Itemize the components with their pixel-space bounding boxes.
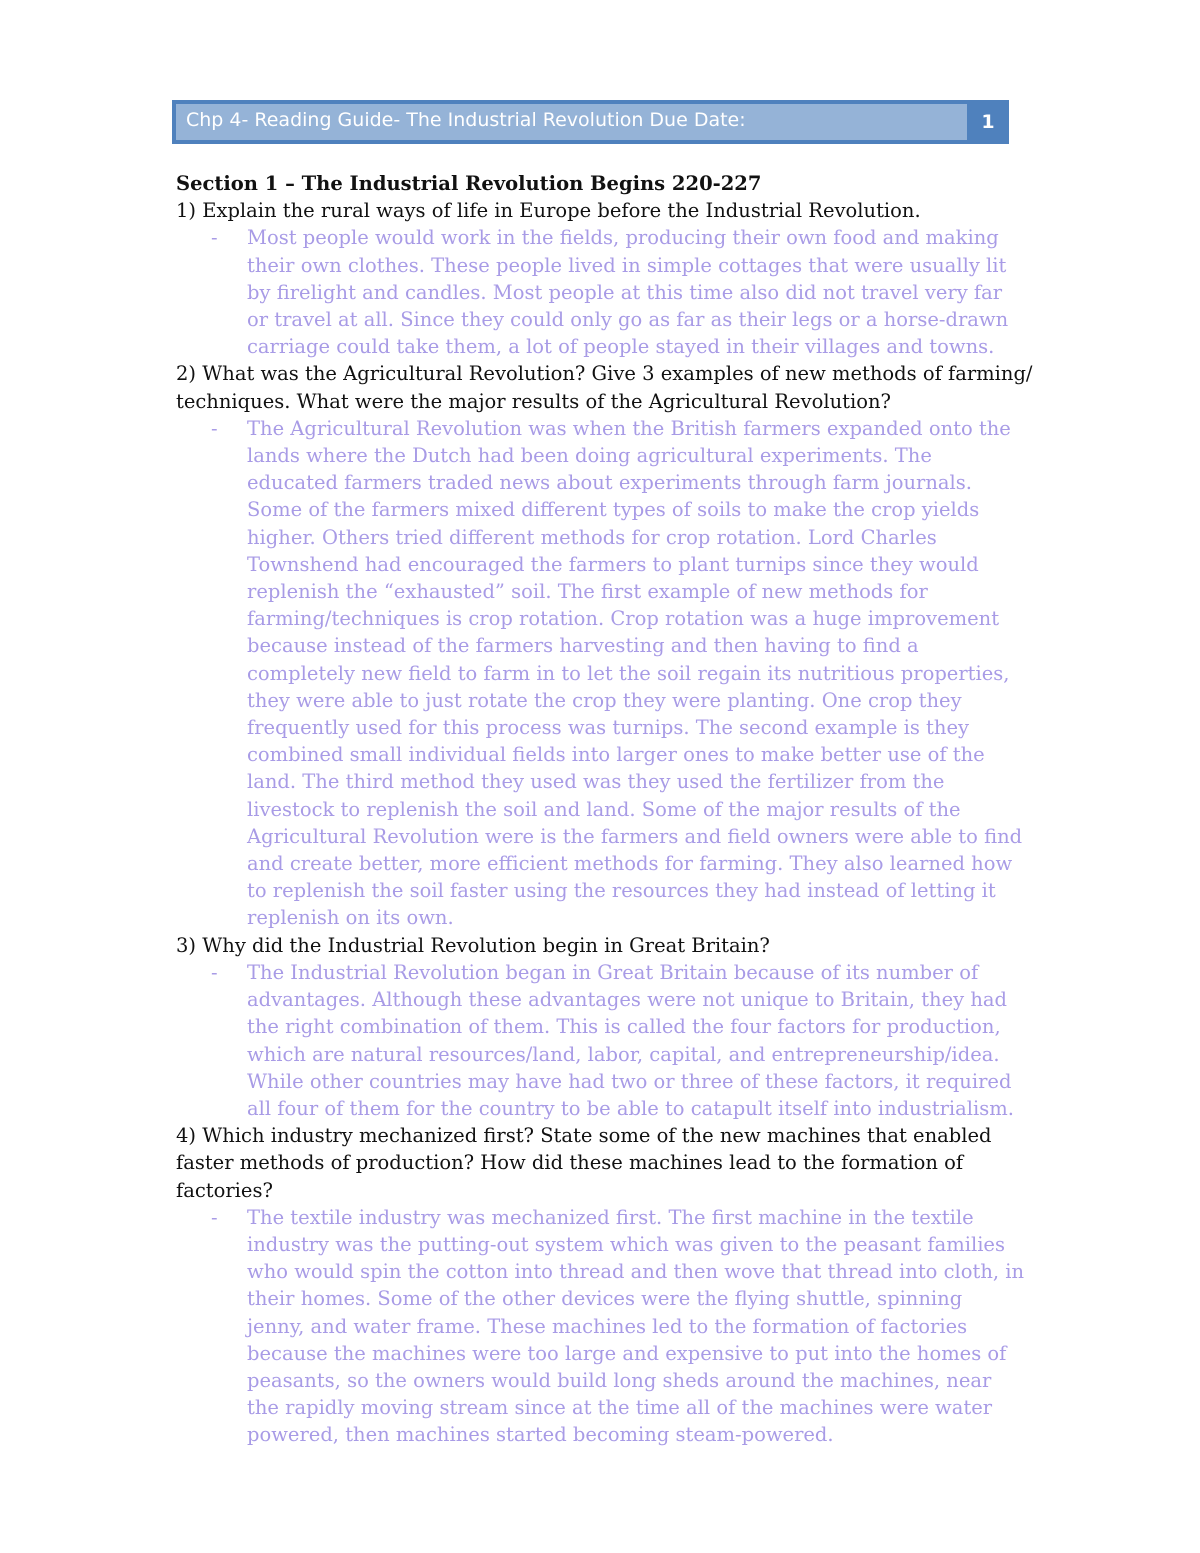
question-1: 1) Explain the rural ways of life in Europe before the Industrial Revolution. bbox=[176, 199, 921, 223]
section-title: Section 1 – The Industrial Revolution Begins 220-227 bbox=[176, 172, 762, 195]
question-3: 3) Why did the Industrial Revolution begin in Great Britain? bbox=[176, 933, 770, 957]
answer-3 bbox=[211, 959, 1025, 1122]
answer-1-text: Most people would work in the fields, producing their own food and making their own clothes. These people lived in simple cottages that were usually lit by firelight and candles. Most people at this time also did not travel very far or travel at all. Since they could only go as far as their legs or a horse-drawn carriage could take them, a lot of people stayed in their villages and towns. bbox=[247, 226, 1009, 359]
answer-2 bbox=[211, 415, 1025, 932]
bullet-dash: - bbox=[211, 960, 218, 984]
header-page-number: 1 bbox=[967, 100, 1009, 144]
page-header bbox=[172, 100, 1009, 144]
answer-3-text: The Industrial Revolution began in Great Britain because of its number of advantages. Although these advantages were not unique to Britain, they had the right combination of them. This is called the four factors for production, which are natural resources/land, labor, capital, and entrepreneurship/idea. While other countries may have had two or three of these factors, it required all four of them for the country to be able to catapult itself into industrialism. bbox=[247, 960, 1014, 1120]
answer-4-text: The textile industry was mechanized first. The first machine in the textile industry was the putting-out system which was given to the peasant families who would spin the cotton into thread and then wove that thread into cloth, in their homes. Some of the other devices were the flying shuttle, spinning jenny, and water frame. These machines led to the formation of factories because the machines were too large and expensive to put into the homes of peasants, so the owners would build long sheds around the machines, near the rapidly moving stream since at the time all of the machines were water powered, then machines started becoming steam-powered. bbox=[247, 1205, 1025, 1447]
answer-2-text: The Agricultural Revolution was when the British farmers expanded onto the lands where the Dutch had been doing agricultural experiments. The educated farmers traded news about experiments through farm journals. Some of the farmers mixed different types of soils to make the crop yields higher. Others tried different methods for crop rotation. Lord Charles Townshend had encouraged the farmers to plant turnips since they would replenish the “exhausted” soil. The first example of new methods for farming/techniques is crop rotation. Crop rotation was a huge improvement because instead of the farmers harvesting and then having to find a completely new field to farm in to let the soil regain its nutritious properties, they were able to just rotate the crop they were planting. One crop they frequently used for this process was turnips. The second example is they combined small individual fields into larger ones to make better use of the land. The third method they used was they used the fertilizer from the livestock to replenish the soil and land. Some of the major results of the Agricultural Revolution were is the farmers and field owners were able to find and create better, more efficient methods for farming. They also learned how to replenish the soil faster using the resources they had instead of letting it replenish on its own. bbox=[247, 416, 1023, 930]
header-title: Chp 4- Reading Guide- The Industrial Revolution Due Date: bbox=[186, 109, 746, 131]
question-2: 2) What was the Agricultural Revolution? Give 3 examples of new methods of farming/ techniques. What were the major results of the Agricultural Revolution? bbox=[176, 362, 1033, 413]
answer-4 bbox=[211, 1204, 1025, 1449]
answer-1 bbox=[211, 224, 1025, 360]
bullet-dash: - bbox=[211, 226, 218, 250]
header-title-bar bbox=[176, 104, 1005, 140]
question-4: 4) Which industry mechanized first? State some of the new machines that enabled faster methods of production? How did these machines lead to the formation of factories? bbox=[176, 1124, 992, 1202]
document-body bbox=[176, 170, 1036, 1449]
bullet-dash: - bbox=[211, 1205, 218, 1229]
bullet-dash: - bbox=[211, 416, 218, 440]
